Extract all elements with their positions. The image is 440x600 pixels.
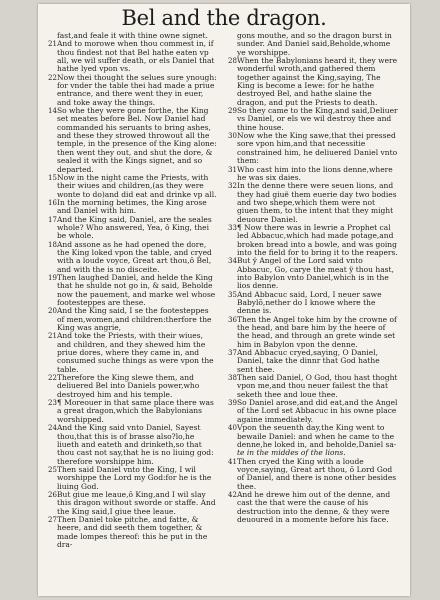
verse-text: Then said Daniel, O God, thou hast thoght vpon me,and thou neuer failest the that seketh thee and loue thee.: [237, 373, 398, 399]
verse-text: But giue me leaue,ô King,and I wil slay this dragon without sworde or staffe. And the King said,I giue thee leaue.: [57, 489, 216, 516]
verse-number: 30: [228, 132, 237, 141]
verse-text: And Abbacuc cryed,saying, O Daniel, Daniel, take the dinnr that God hathe sent thee.: [237, 348, 380, 374]
verse: [228, 291, 398, 316]
verse-text: Then cryed the King with a loude voyce,saying, Great art thou, ô Lord God of Daniel, and there is none other besides thee.: [237, 456, 397, 491]
verse-number: 34: [228, 257, 237, 266]
verse: [228, 107, 398, 132]
verse-number: 24: [48, 424, 57, 433]
verse: [48, 199, 218, 216]
verse: [228, 182, 398, 224]
verse: [228, 458, 398, 491]
verse: [48, 107, 218, 174]
verse-number: 31: [228, 165, 237, 174]
verse-text: Who cast him into the lions denne,where he was six daies.: [237, 164, 393, 182]
verse-text: And he drewe him out of the denne, and cast the that were the cause of his destruction into the denne, & they were deuoured in a momente before his face.: [237, 489, 391, 524]
verse: [48, 74, 218, 107]
verse-text: In the denne there were seuen lions, and they had giuë them euerie day two bodies and two shepe,which them were not giuen them, to the intent that they might deuoure Daniel.: [237, 181, 397, 224]
verse-text: fast,and feale it with thine owne signet.: [57, 31, 208, 40]
verse-text: And the King said vnto Daniel, Sayest thou,that this is of brasse also?lo,he liueth and eateth and drinketh,so that thou cast not say,that he is no liuing god: therefore worshippe him.: [57, 423, 214, 466]
verse-text: And to morowe when thou commest in, if thou findest not that Bel hathe eaten vp all, we wil suffer death, or els Daniel that hathe lyed vpon vs.: [57, 39, 215, 74]
verse: [228, 257, 398, 290]
right-column: [228, 32, 398, 524]
verse-text: So Daniel arose,and did eat,and the Angel of the Lord set Abbacuc in his owne place againe immediately.: [237, 398, 398, 424]
verse: [228, 491, 398, 524]
verse-number: 25: [48, 465, 57, 474]
verse-number: 38: [228, 374, 237, 383]
verse-text: ¶ Moreouer in that same place there was a great dragon,which the Babylonians worshipped.: [57, 398, 214, 424]
verse-text: Then said Daniel vnto the King, I wil worshippe the Lord my God:for he is the liuing God.: [57, 464, 212, 491]
verse-text: Now in the night came the Priests, with their wiues and children,(as they were wonte to do)and did eat and drinke vp all.: [57, 172, 217, 199]
verse-text: And assone as he had opened the dore, the King loked vpon the table, and cryed with a loude voyce, Great art thou,ô Bel, and with the is no disceite.: [57, 239, 212, 274]
verse: [228, 32, 398, 57]
verse: [228, 132, 398, 165]
verse-number: 21: [48, 40, 57, 49]
verse-text: In the morning betimes, the King arose and Daniel with him.: [57, 197, 207, 216]
verse-number: 15: [48, 173, 57, 182]
verse-number: 26: [48, 490, 57, 499]
verse-text: And the King said, Daniel, are the seales whole? Who answered, Yea, ô King, thei be whole.: [57, 214, 212, 241]
verse: [228, 224, 398, 257]
verse-text: gons mouthe, and so the dragon burst in sunder. And Daniel said,Beholde,whome ye worshippe.: [237, 31, 392, 57]
verse-number: 29: [228, 107, 237, 116]
verse-number: 36: [228, 315, 237, 324]
verse-number: 22: [48, 374, 57, 383]
verse-number: 18: [48, 240, 57, 249]
verse-number: 32: [228, 182, 237, 191]
verse: [48, 216, 218, 241]
verse-number: 33: [228, 223, 237, 232]
verse: [228, 424, 398, 457]
left-column: [48, 32, 218, 549]
verse: [228, 166, 398, 183]
verse: [48, 241, 218, 274]
verse-number: 16: [48, 198, 57, 207]
verse-text: But ÿ Angel of the Lord said vnto Abbacuc, Go, carye the meat ÿ thou hast, into Babylon vnto Daniel,which is in the lios denne.: [237, 256, 394, 291]
verse: [48, 491, 218, 516]
verse: [228, 316, 398, 349]
verse-number: 37: [228, 349, 237, 358]
verse-number: 17: [48, 215, 57, 224]
verse-text: So whe they were gone forthe, the King set meates before Bel. Now Daniel had commanded his seruants to bring ashes, and these they strowed throwout all the temple, in the presence of the King alone: then went they out, and shut the dore, & sealed it with the Kings signet, and so departed.: [57, 106, 217, 174]
verse-number: 35: [228, 290, 237, 299]
verse-text: And the King said, I se the footesteppes of men,women,and children:therfore the King was angrie,: [57, 306, 212, 333]
verse: [48, 399, 218, 424]
verse-number: 19: [48, 273, 57, 282]
verse: [48, 40, 218, 73]
verse-text: And toke the Priests, with their wiues, and children, and they shewed him the priue dores, where they came in, and consumed suche things as were vpon the table.: [57, 331, 214, 374]
verse-text: Vpon the seuenth day,the King went to bewaile Daniel: and when he came to the denne,he loked in, and beholde,Daniel sa-: [237, 423, 397, 449]
verse-text: Then laughed Daniel, and helde the King that he shulde not go in, & said, Beholde now the pauement, and marke wel whose footesteppes are these.: [57, 272, 216, 307]
verse-number: 41: [228, 457, 237, 466]
verse-text: Then Daniel toke pitche, and fatte, & heere, and did seeth them together, & made lompes thereof: this he put in the dra-: [57, 514, 208, 549]
verse: [228, 349, 398, 374]
verse-text: And Abbacuc said, Lord, I neuer sawe Babylõ,nether do I knowe where the denne is.: [237, 289, 382, 316]
verse-number: 14: [48, 107, 57, 116]
verse-text: When the Babylonians heard it, they were wonderful wroth,and gathered them together against the King,saying, The King is become a Iewe: for he hathe destroyed Bel, and hathe slaine the dragon, and put the Priests to death.: [237, 56, 398, 107]
verse-number: 28: [228, 57, 237, 66]
document-page: [38, 4, 410, 596]
verse: [48, 374, 218, 399]
verse-number: 22: [48, 73, 57, 82]
verse-text: So they came to the King,and said,Deliuer vs Daniel, or els we wil destroy thee and thine house.: [237, 106, 398, 132]
verse-number: 23: [48, 399, 57, 408]
verse: [48, 174, 218, 199]
verse: [48, 332, 218, 374]
verse: [48, 516, 218, 549]
verse: [228, 57, 398, 107]
verse-number: 39: [228, 399, 237, 408]
verse-text: ¶ Now there was in Iewrie a Prophet cal led Abbacuc,which had made potage,and broken bread into a bowle, and was going into the field for to bring it to the reapers.: [237, 222, 398, 257]
verse: [48, 307, 218, 332]
verse-text: Now whe the King sawe,that thei pressed sore vpon him,and that necessitie constrained him, he deliuered Daniel vnto them:: [237, 131, 398, 166]
verse: [48, 466, 218, 491]
verse: [48, 424, 218, 466]
verse: [228, 399, 398, 424]
verse-text: Then the Angel toke him by the crowne of the head, and bare him by the heere of the head, and through an grete winde set him in Babylon vpon the denne.: [237, 314, 397, 349]
verse-number: 20: [48, 307, 57, 316]
verse-number: 40: [228, 424, 237, 433]
verse-text: Now thei thought the selues sure ynough: for vnder the table thei had made a priue entrance, and there went they in euer, and toke away the things.: [57, 72, 217, 107]
verse-italic-text: te in the middes of the lions.: [237, 448, 346, 458]
verse-number: 27: [48, 515, 57, 524]
verse-number: 21: [48, 332, 57, 341]
page-title: Bel and the dragon.: [121, 6, 327, 30]
verse: [48, 274, 218, 307]
verse-text: Therefore the King slewe them, and deliuered Bel into Daniels power,who destroyed him and his temple.: [57, 373, 200, 399]
verse: [228, 374, 398, 399]
verse-number: 42: [228, 490, 237, 499]
